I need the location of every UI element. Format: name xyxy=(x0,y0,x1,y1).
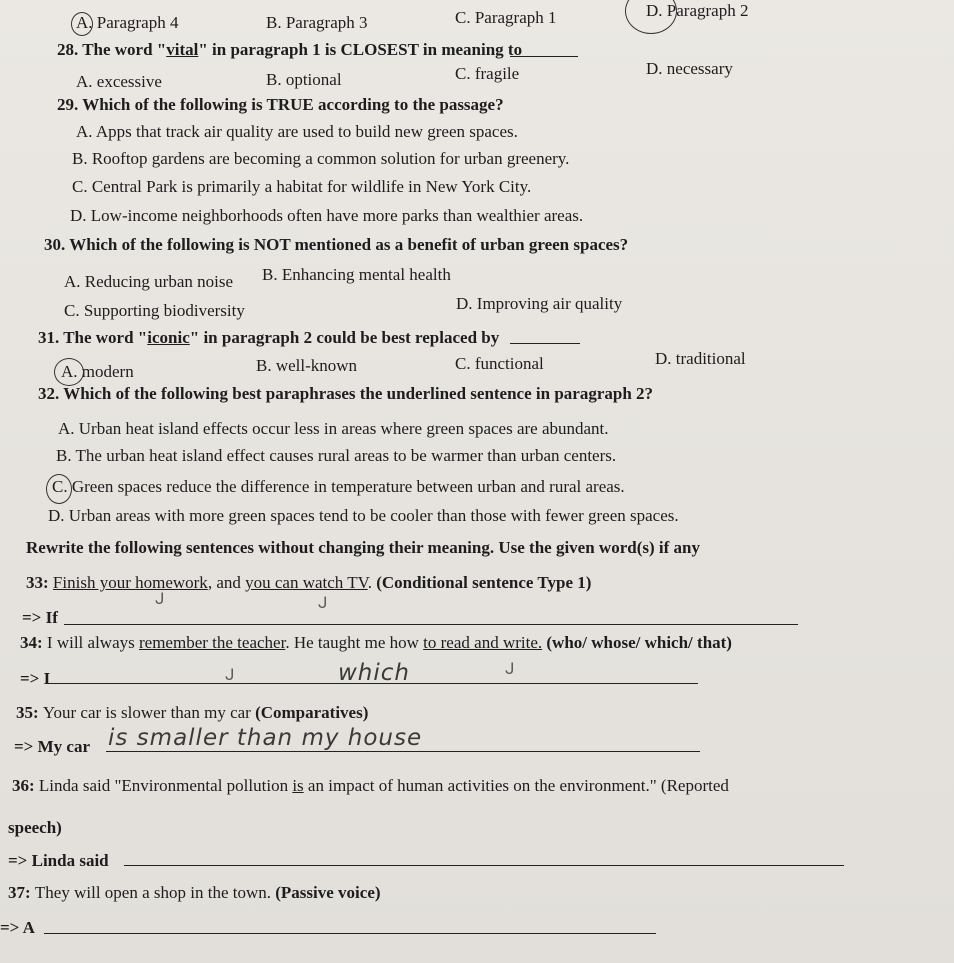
q31-option-b[interactable]: B. well-known xyxy=(256,356,358,375)
q28-option-d[interactable]: D. necessary xyxy=(646,59,733,78)
q32-option-d[interactable]: D. Urban areas with more green spaces tend to be cooler than those with fewer green spaces. xyxy=(48,506,679,525)
q30-option-b[interactable]: B. Enhancing mental health xyxy=(262,265,451,284)
q31-option-a[interactable]: A. modern xyxy=(61,362,134,381)
q37-answer-line[interactable] xyxy=(44,933,656,934)
answer-circle-mark xyxy=(625,0,677,34)
q28-blank xyxy=(510,56,578,57)
q37-answer-prompt: => A xyxy=(0,918,35,937)
q28-stem: 28. The word "vital" in paragraph 1 is CLOSEST in meaning to xyxy=(57,40,523,59)
answer-circle-mark xyxy=(54,358,84,386)
q31-option-c[interactable]: C. functional xyxy=(455,354,544,373)
q31-option-d[interactable]: D. traditional xyxy=(655,349,746,368)
q28-option-a[interactable]: A. excessive xyxy=(76,72,162,91)
check-mark-icon: ᒍ xyxy=(505,660,515,678)
q34-answer-line[interactable] xyxy=(48,683,698,684)
q36-sentence-continued: speech) xyxy=(8,818,62,837)
q33-sentence: 33: Finish your homework, and you can watch TV. (Conditional sentence Type 1) xyxy=(26,573,592,592)
answer-circle-mark xyxy=(46,474,72,504)
rewrite-instruction: Rewrite the following sentences without changing their meaning. Use the given word(s) if any xyxy=(26,538,700,557)
q28-option-b[interactable]: B. optional xyxy=(266,70,342,89)
q27-option-d[interactable]: D. Paragraph 2 xyxy=(646,1,749,20)
q30-option-a[interactable]: A. Reducing urban noise xyxy=(64,272,234,291)
q32-option-a[interactable]: A. Urban heat island effects occur less in areas where green spaces are abundant. xyxy=(58,419,609,438)
check-mark-icon: ᒍ xyxy=(225,666,235,684)
q36-answer-line[interactable] xyxy=(124,865,844,866)
q29-option-c[interactable]: C. Central Park is primarily a habitat for wildlife in New York City. xyxy=(72,177,532,196)
q32-option-b[interactable]: B. The urban heat island effect causes rural areas to be warmer than urban centers. xyxy=(56,446,617,465)
answer-circle-mark xyxy=(71,12,93,36)
q33-answer-line[interactable] xyxy=(64,624,798,625)
q36-sentence: 36: Linda said "Environmental pollution is an impact of human activities on the environment." (Reported xyxy=(12,776,729,795)
q29-option-a[interactable]: A. Apps that track air quality are used to build new green spaces. xyxy=(76,122,518,141)
q30-option-c[interactable]: C. Supporting biodiversity xyxy=(64,301,245,320)
q27-option-c[interactable]: C. Paragraph 1 xyxy=(455,8,557,27)
q35-handwritten-answer: is smaller than my house xyxy=(108,725,423,751)
q31-blank xyxy=(510,343,580,344)
q33-answer-prompt: => If xyxy=(22,608,58,627)
q29-stem: 29. Which of the following is TRUE according to the passage? xyxy=(57,95,504,114)
q35-answer-prompt: => My car xyxy=(14,737,91,756)
q36-answer-prompt: => Linda said xyxy=(8,851,109,870)
q27-option-a[interactable]: A. Paragraph 4 xyxy=(76,13,179,32)
q35-answer-line[interactable] xyxy=(106,751,700,752)
q32-option-c[interactable]: C. Green spaces reduce the difference in temperature between urban and rural areas. xyxy=(52,477,625,496)
check-mark-icon: ᒍ xyxy=(155,590,165,608)
q29-option-d[interactable]: D. Low-income neighborhoods often have more parks than wealthier areas. xyxy=(70,206,584,225)
q30-option-d[interactable]: D. Improving air quality xyxy=(456,294,623,313)
q34-sentence: 34: I will always remember the teacher. He taught me how to read and write. (who/ whose/ which/ that) xyxy=(20,633,732,652)
q29-option-b[interactable]: B. Rooftop gardens are becoming a common solution for urban greenery. xyxy=(72,149,570,168)
q31-stem: 31. The word "iconic" in paragraph 2 could be best replaced by xyxy=(38,328,500,347)
q35-sentence: 35: Your car is slower than my car (Comparatives) xyxy=(16,703,369,722)
q30-stem: 30. Which of the following is NOT mentioned as a benefit of urban green spaces? xyxy=(44,235,629,254)
q27-option-b[interactable]: B. Paragraph 3 xyxy=(266,13,368,32)
check-mark-icon: ᒍ xyxy=(318,594,328,612)
q32-stem: 32. Which of the following best paraphrases the underlined sentence in paragraph 2? xyxy=(38,384,654,403)
q28-option-c[interactable]: C. fragile xyxy=(455,64,520,83)
q37-sentence: 37: They will open a shop in the town. (Passive voice) xyxy=(8,883,381,902)
q34-answer-prompt: => I xyxy=(20,669,51,688)
q34-handwritten-word: which xyxy=(338,660,411,686)
